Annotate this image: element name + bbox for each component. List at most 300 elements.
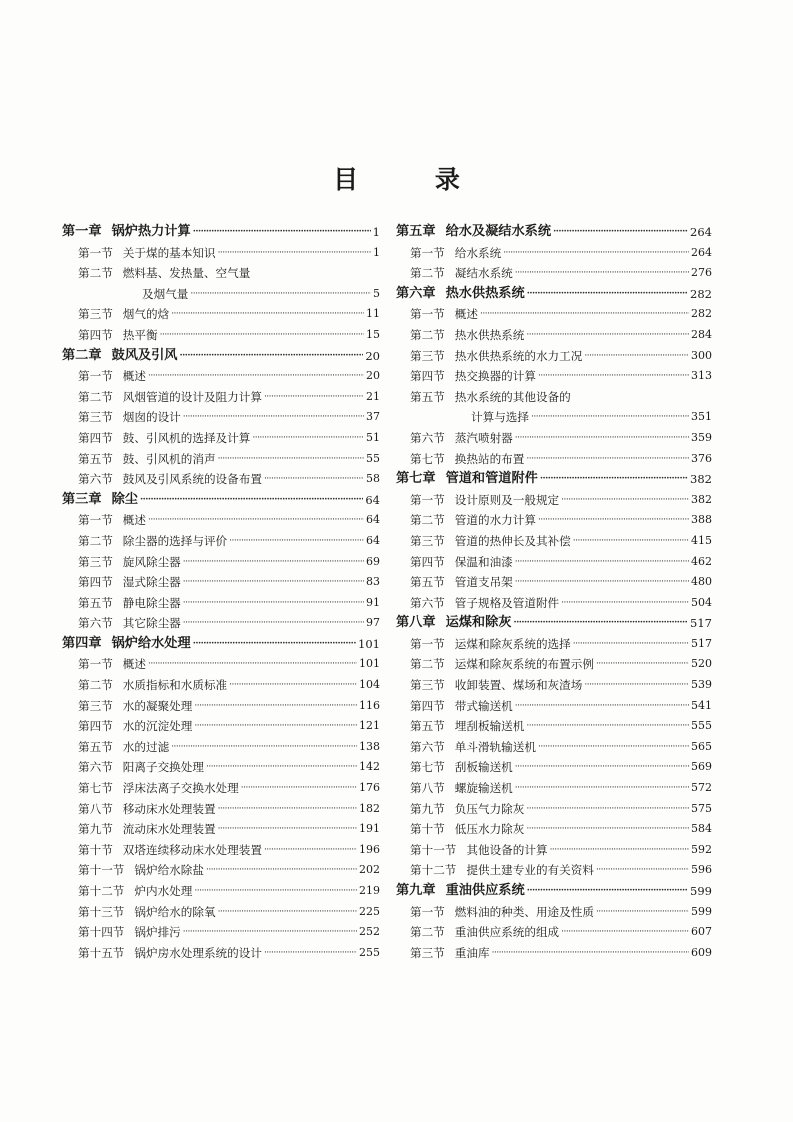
toc-leader-dots <box>596 860 689 881</box>
toc-entry-title: 给水系统 <box>454 245 502 260</box>
toc-entry-title: 管子规格及管道附件 <box>454 595 560 610</box>
toc-entry-number: 第六节 <box>410 430 445 445</box>
toc-entry-title: 热交换器的计算 <box>454 369 536 384</box>
toc-leader-dots <box>160 325 364 346</box>
toc-entry-title: 管道的水力计算 <box>454 513 536 528</box>
toc-entry-title: 刮板输送机 <box>454 760 513 775</box>
toc-entry-page: 101 <box>359 657 380 671</box>
toc-entry-title: 烟囱的设计 <box>122 410 181 425</box>
toc-entry-title: 鼓、引风机的选择及计算 <box>122 430 251 445</box>
toc-section-entry[interactable] <box>62 840 380 861</box>
toc-chapter-entry[interactable] <box>62 346 380 367</box>
toc-entry-number: 第一节 <box>410 636 445 651</box>
toc-entry-page: 351 <box>691 410 712 424</box>
toc-entry-title: 收卸装置、煤场和灰渣场 <box>454 678 583 693</box>
toc-entry-number: 第五节 <box>410 575 445 590</box>
toc-entry-page: 282 <box>690 286 712 301</box>
toc-leader-dots <box>264 840 357 861</box>
toc-entry-number: 第八章 <box>396 615 436 631</box>
toc-entry-page: 202 <box>359 863 380 877</box>
toc-leader-dots <box>527 284 688 305</box>
toc-entry-page: 1 <box>373 245 380 259</box>
toc-entry-number: 第二节 <box>410 925 445 940</box>
toc-entry-page: 539 <box>691 678 712 692</box>
toc-entry-number: 第七节 <box>410 760 445 775</box>
toc-entry-page: 225 <box>359 904 380 918</box>
toc-section-entry[interactable] <box>62 737 380 758</box>
toc-section-entry[interactable] <box>396 243 712 264</box>
toc-section-entry[interactable] <box>396 922 712 943</box>
toc-entry-page: 415 <box>691 533 712 547</box>
toc-entry-page: 359 <box>691 430 712 444</box>
toc-entry-page: 64 <box>366 533 380 547</box>
toc-chapter-entry[interactable] <box>396 469 712 490</box>
toc-entry-title: 重油库 <box>454 945 490 960</box>
toc-leader-dots <box>526 716 689 737</box>
toc-entry-page: 480 <box>691 575 712 589</box>
toc-entry-title: 运煤和除灰系统的布置示例 <box>454 657 594 672</box>
toc-section-entry[interactable] <box>62 243 380 264</box>
toc-entry-number: 第九节 <box>410 801 445 816</box>
toc-entry-title: 热水供热系统的水力工况 <box>454 348 583 363</box>
toc-leader-dots <box>561 593 689 614</box>
toc-section-entry[interactable] <box>396 510 712 531</box>
toc-entry-number: 第二节 <box>410 513 445 528</box>
toc-chapter-entry[interactable] <box>62 490 380 511</box>
toc-entry-number: 第二节 <box>410 657 445 672</box>
toc-section-entry[interactable] <box>396 943 712 964</box>
toc-leader-dots <box>480 304 689 325</box>
toc-entry-title: 阳离子交换处理 <box>122 760 204 775</box>
toc-section-entry[interactable] <box>62 902 380 923</box>
toc-leader-dots <box>538 366 689 387</box>
toc-section-entry[interactable] <box>62 757 380 778</box>
toc-section-entry[interactable] <box>62 613 380 634</box>
toc-section-entry[interactable] <box>396 407 712 428</box>
toc-entry-number: 第十一节 <box>410 842 457 857</box>
toc-entry-number: 第六章 <box>396 285 436 301</box>
toc-entry-title: 提供土建专业的有关资料 <box>466 863 594 878</box>
toc-section-entry[interactable] <box>62 284 380 305</box>
toc-entry-page: 176 <box>359 781 380 795</box>
toc-entry-title: 风烟管道的设计及阻力计算 <box>122 389 262 404</box>
toc-entry-number: 第三章 <box>62 491 102 507</box>
toc-entry-number: 第十一节 <box>78 863 125 878</box>
toc-leader-dots <box>550 840 689 861</box>
toc-entry-page: 596 <box>691 863 712 877</box>
toc-leader-dots <box>264 469 364 490</box>
toc-section-entry[interactable] <box>62 860 380 881</box>
toc-section-entry[interactable] <box>62 778 380 799</box>
toc-right-column <box>396 222 712 963</box>
toc-section-entry[interactable] <box>396 552 712 573</box>
toc-leader-dots <box>193 634 356 655</box>
toc-entry-number: 第五节 <box>410 719 445 734</box>
toc-entry-title: 螺旋输送机 <box>454 781 513 796</box>
toc-entry-title: 水的过滤 <box>122 739 170 754</box>
toc-leader-dots <box>252 428 364 449</box>
toc-entry-number: 第二节 <box>78 389 113 404</box>
toc-entry-title: 水的凝聚处理 <box>122 698 193 713</box>
toc-section-entry[interactable] <box>396 366 712 387</box>
toc-entry-number: 第五章 <box>396 224 436 239</box>
toc-entry-page: 504 <box>691 595 712 609</box>
toc-entry-title: 关于煤的基本知识 <box>122 245 216 260</box>
toc-entry-page: 300 <box>691 348 712 362</box>
toc-section-entry[interactable] <box>396 572 712 593</box>
toc-entry-page: 388 <box>691 513 712 527</box>
toc-entry-page: 592 <box>691 842 712 856</box>
toc-leader-dots <box>515 757 689 778</box>
toc-entry-number: 第四节 <box>410 554 445 569</box>
toc-entry-page: 555 <box>691 719 712 733</box>
toc-leader-dots <box>584 346 689 367</box>
toc-leader-dots <box>264 943 357 964</box>
toc-entry-number: 第一节 <box>410 904 445 919</box>
toc-section-entry[interactable] <box>396 387 712 408</box>
toc-leader-dots <box>503 243 689 264</box>
toc-entry-title: 带式输送机 <box>454 698 513 713</box>
toc-entry-page: 91 <box>366 595 380 609</box>
toc-entry-title: 概述 <box>122 657 146 672</box>
toc-entry-title: 负压气力除灰 <box>454 801 525 816</box>
toc-leader-dots <box>218 799 357 820</box>
toc-leader-dots <box>526 799 689 820</box>
toc-section-entry[interactable] <box>396 716 712 737</box>
toc-leader-dots <box>148 654 357 675</box>
toc-entry-page: 104 <box>359 678 380 692</box>
toc-leader-dots <box>218 449 364 470</box>
toc-leader-dots <box>538 510 689 531</box>
toc-entry-title: 除尘器的选择与评价 <box>122 533 228 548</box>
toc-entry-title: 锅炉给水的除氧 <box>134 904 216 919</box>
toc-entry-title: 热水系统的其他设备的 <box>454 389 571 404</box>
toc-section-entry[interactable] <box>396 428 712 449</box>
toc-entry-number: 第二节 <box>410 266 445 281</box>
toc-entry-number: 第六节 <box>78 472 113 487</box>
toc-section-entry[interactable] <box>62 469 380 490</box>
toc-leader-dots <box>531 407 689 428</box>
toc-leader-dots <box>264 387 364 408</box>
toc-leader-dots <box>183 572 364 593</box>
toc-leader-dots <box>193 222 371 243</box>
toc-section-entry[interactable] <box>62 572 380 593</box>
toc-entry-title: 埋刮板输送机 <box>454 719 525 734</box>
toc-leader-dots <box>190 284 371 305</box>
toc-entry-number: 第三节 <box>78 307 113 322</box>
toc-leader-dots <box>218 902 357 923</box>
toc-leader-dots <box>584 675 689 696</box>
toc-entry-title: 旋风除尘器 <box>122 554 181 569</box>
toc-section-entry[interactable] <box>62 428 380 449</box>
toc-entry-title: 及烟气量 <box>142 286 189 301</box>
toc-chapter-entry[interactable] <box>62 634 380 655</box>
toc-entry-page: 116 <box>359 698 380 712</box>
toc-entry-title: 湿式除尘器 <box>122 575 181 590</box>
toc-section-entry[interactable] <box>396 263 712 284</box>
toc-entry-page: 607 <box>691 925 712 939</box>
toc-entry-page: 5 <box>373 286 380 300</box>
toc-section-entry[interactable] <box>62 819 380 840</box>
toc-section-entry[interactable] <box>396 634 712 655</box>
toc-entry-number: 第二章 <box>62 347 102 363</box>
toc-leader-dots <box>561 922 689 943</box>
toc-section-entry[interactable] <box>62 304 380 325</box>
toc-leader-dots <box>553 222 688 243</box>
toc-section-entry[interactable] <box>62 799 380 820</box>
toc-entry-number: 第一节 <box>410 245 445 260</box>
toc-entry-page: 64 <box>365 492 380 507</box>
toc-entry-number: 第四节 <box>78 430 113 445</box>
toc-leader-dots <box>218 243 371 264</box>
toc-entry-page: 20 <box>365 348 380 363</box>
toc-leader-dots <box>241 778 357 799</box>
toc-entry-title: 凝结水系统 <box>454 266 513 281</box>
toc-entry-title: 其他设备的计算 <box>466 842 548 857</box>
toc-section-entry[interactable] <box>62 531 380 552</box>
toc-entry-title: 燃料基、发热量、空气量 <box>122 266 251 281</box>
toc-entry-number: 第三节 <box>410 348 445 363</box>
toc-entry-title: 设计原则及一般规定 <box>454 492 560 507</box>
toc-leader-dots <box>515 572 689 593</box>
toc-entry-page: 37 <box>366 410 380 424</box>
toc-entry-number: 第十节 <box>410 822 445 837</box>
toc-leader-dots <box>229 675 357 696</box>
toc-entry-number: 第五节 <box>78 451 113 466</box>
toc-leader-dots <box>573 634 689 655</box>
toc-leader-dots <box>526 819 689 840</box>
toc-entry-page: 219 <box>359 884 380 897</box>
toc-section-entry[interactable] <box>396 799 712 820</box>
toc-leader-dots <box>183 922 357 943</box>
toc-section-entry[interactable] <box>62 263 380 284</box>
toc-leader-dots <box>515 428 689 449</box>
toc-leader-dots <box>171 737 357 758</box>
toc-section-entry[interactable] <box>396 654 712 675</box>
toc-entry-number: 第一节 <box>78 369 113 384</box>
toc-entry-title: 锅炉热力计算 <box>111 224 191 239</box>
toc-entry-page: 382 <box>690 472 712 487</box>
toc-leader-dots <box>573 531 689 552</box>
toc-entry-page: 55 <box>366 451 380 465</box>
toc-leader-dots <box>515 778 689 799</box>
toc-chapter-entry[interactable] <box>396 222 712 243</box>
toc-entry-number: 第二节 <box>410 327 445 342</box>
toc-entry-page: 382 <box>691 492 712 506</box>
toc-entry-number: 第四节 <box>410 369 445 384</box>
toc-section-entry[interactable] <box>62 716 380 737</box>
toc-entry-page: 264 <box>691 245 712 259</box>
toc-entry-title: 蒸汽喷射器 <box>454 430 513 445</box>
toc-section-entry[interactable] <box>396 902 712 923</box>
toc-entry-title: 运煤和除灰 <box>445 615 512 631</box>
toc-entry-title: 给水及凝结水系统 <box>445 224 552 239</box>
toc-entry-page: 191 <box>359 822 380 836</box>
toc-section-entry[interactable] <box>62 366 380 387</box>
toc-section-entry[interactable] <box>62 387 380 408</box>
toc-section-entry[interactable] <box>62 696 380 717</box>
toc-leader-dots <box>183 613 364 634</box>
toc-section-entry[interactable] <box>62 593 380 614</box>
toc-leader-dots <box>596 654 689 675</box>
toc-entry-title: 除尘 <box>111 491 138 507</box>
page-title: 目 录 <box>333 165 494 194</box>
toc-section-entry[interactable] <box>396 449 712 470</box>
toc-entry-page: 255 <box>359 945 380 959</box>
toc-section-entry[interactable] <box>62 943 380 964</box>
toc-entry-number: 第十节 <box>78 842 113 857</box>
toc-entry-title: 重油供应系统的组成 <box>454 925 560 940</box>
toc-entry-page: 569 <box>691 760 712 774</box>
toc-section-entry[interactable] <box>62 552 380 573</box>
toc-entry-number: 第二节 <box>78 678 113 693</box>
toc-chapter-entry[interactable] <box>396 613 712 634</box>
toc-leader-dots <box>148 366 364 387</box>
toc-entry-number: 第九章 <box>396 883 436 898</box>
toc-entry-title: 烟气的焓 <box>122 307 170 322</box>
toc-entry-page: 565 <box>691 739 712 753</box>
toc-chapter-entry[interactable] <box>396 881 712 902</box>
toc-section-entry[interactable] <box>62 325 380 346</box>
toc-section-entry[interactable] <box>396 778 712 799</box>
toc-section-entry[interactable] <box>396 840 712 861</box>
toc-leader-dots <box>526 449 689 470</box>
toc-leader-dots <box>515 696 689 717</box>
toc-chapter-entry[interactable] <box>396 284 712 305</box>
toc-entry-page: 541 <box>691 698 712 712</box>
toc-entry-page: 462 <box>691 554 712 568</box>
toc-entry-page: 517 <box>690 616 712 631</box>
toc-entry-title: 静电除尘器 <box>122 595 181 610</box>
toc-entry-title: 移动床水处理装置 <box>122 801 216 816</box>
toc-entry-number: 第三节 <box>410 533 445 548</box>
toc-entry-page: 121 <box>359 719 380 733</box>
toc-entry-number: 第九节 <box>78 822 113 837</box>
toc-entry-number: 第三节 <box>78 698 113 713</box>
toc-leader-dots <box>540 469 688 490</box>
toc-entry-title: 换热站的布置 <box>454 451 525 466</box>
toc-section-entry[interactable] <box>396 860 712 881</box>
toc-entry-page: 376 <box>691 451 712 465</box>
toc-entry-number: 第一节 <box>78 245 113 260</box>
toc-leader-dots <box>171 304 364 325</box>
toc-entry-title: 锅炉给水除盐 <box>134 863 204 878</box>
toc-entry-title: 概述 <box>122 369 146 384</box>
toc-entry-page: 21 <box>366 389 380 403</box>
toc-entry-title: 热水供热系统 <box>445 285 525 301</box>
toc-leader-dots <box>596 902 689 923</box>
toc-section-entry[interactable] <box>396 325 712 346</box>
toc-entry-number: 第六节 <box>410 595 445 610</box>
toc-section-entry[interactable] <box>396 304 712 325</box>
toc-leader-dots <box>148 510 364 531</box>
toc-section-entry[interactable] <box>62 654 380 675</box>
toc-entry-page: 20 <box>366 369 380 383</box>
toc-section-entry[interactable] <box>62 449 380 470</box>
toc-entry-page: 572 <box>691 781 712 795</box>
toc-entry-title: 计算与选择 <box>471 410 529 425</box>
toc-leader-dots <box>218 819 357 840</box>
toc-entry-title: 浮床法离子交换水处理 <box>122 781 239 796</box>
toc-entry-title: 鼓风及引风 <box>111 347 178 363</box>
toc-entry-page: 51 <box>366 430 380 444</box>
toc-entry-title: 鼓、引风机的消声 <box>122 451 216 466</box>
toc-section-entry[interactable] <box>396 675 712 696</box>
toc-section-entry[interactable] <box>396 819 712 840</box>
toc-section-entry[interactable] <box>62 510 380 531</box>
toc-entry-number: 第四章 <box>62 635 102 651</box>
toc-section-entry[interactable] <box>396 490 712 511</box>
toc-entry-page: 313 <box>691 369 712 383</box>
toc-section-entry[interactable] <box>62 881 380 902</box>
toc-entry-number: 第三节 <box>78 554 113 569</box>
toc-entry-page: 83 <box>366 575 380 589</box>
toc-section-entry[interactable] <box>396 757 712 778</box>
toc-leader-dots <box>183 552 364 573</box>
toc-entry-number: 第五节 <box>410 389 445 404</box>
toc-leader-dots <box>527 881 688 902</box>
toc-leader-dots <box>561 490 689 511</box>
toc-section-entry[interactable] <box>396 696 712 717</box>
toc-entry-title: 运煤和除灰系统的选择 <box>454 636 571 651</box>
toc-entry-page: 69 <box>366 554 380 568</box>
toc-entry-number: 第五节 <box>78 739 113 754</box>
toc-entry-title: 其它除尘器 <box>122 616 181 631</box>
toc-entry-number: 第一节 <box>78 513 113 528</box>
toc-entry-title: 流动床水处理装置 <box>122 822 216 837</box>
toc-leader-dots <box>194 696 357 717</box>
toc-leader-dots <box>229 531 364 552</box>
toc-entry-number: 第十二节 <box>410 863 457 878</box>
toc-entry-number: 第一章 <box>62 224 102 239</box>
toc-entry-number: 第四节 <box>78 719 113 734</box>
toc-entry-title: 管道的热伸长及其补偿 <box>454 533 571 548</box>
toc-section-entry[interactable] <box>396 593 712 614</box>
toc-entry-title: 水质指标和水质标准 <box>122 678 228 693</box>
toc-leader-dots <box>492 943 689 964</box>
toc-entry-title: 双塔连续移动床水处理装置 <box>122 842 262 857</box>
toc-entry-page: 58 <box>366 472 380 486</box>
toc-section-entry[interactable] <box>62 922 380 943</box>
toc-entry-title: 单斗滑轨输送机 <box>454 739 536 754</box>
toc-section-entry[interactable] <box>396 346 712 367</box>
toc-leader-dots <box>140 490 363 511</box>
toc-section-entry[interactable] <box>62 407 380 428</box>
toc-section-entry[interactable] <box>396 737 712 758</box>
toc-entry-number: 第十三节 <box>78 904 125 919</box>
toc-entry-number: 第二节 <box>78 533 113 548</box>
toc-entry-number: 第四节 <box>410 698 445 713</box>
toc-entry-title: 低压水力除灰 <box>454 822 525 837</box>
toc-entry-number: 第三节 <box>410 945 445 960</box>
toc-entry-number: 第四节 <box>78 575 113 590</box>
toc-chapter-entry[interactable] <box>62 222 380 243</box>
toc-section-entry[interactable] <box>62 675 380 696</box>
toc-section-entry[interactable] <box>396 531 712 552</box>
toc-entry-title: 水的沉淀处理 <box>122 719 193 734</box>
toc-entry-number: 第七章 <box>396 471 436 487</box>
toc-entry-page: 284 <box>691 327 712 341</box>
toc-entry-number: 第八节 <box>78 801 113 816</box>
toc-entry-number: 第十二节 <box>78 884 125 898</box>
toc-entry-number: 第四节 <box>78 327 113 342</box>
toc-leader-dots <box>180 346 364 367</box>
toc-entry-page: 138 <box>359 739 380 753</box>
toc-entry-number: 第七节 <box>78 781 113 796</box>
toc-entry-number: 第三节 <box>78 410 113 425</box>
toc-leader-dots <box>515 263 689 284</box>
toc-entry-title: 热平衡 <box>122 327 158 342</box>
